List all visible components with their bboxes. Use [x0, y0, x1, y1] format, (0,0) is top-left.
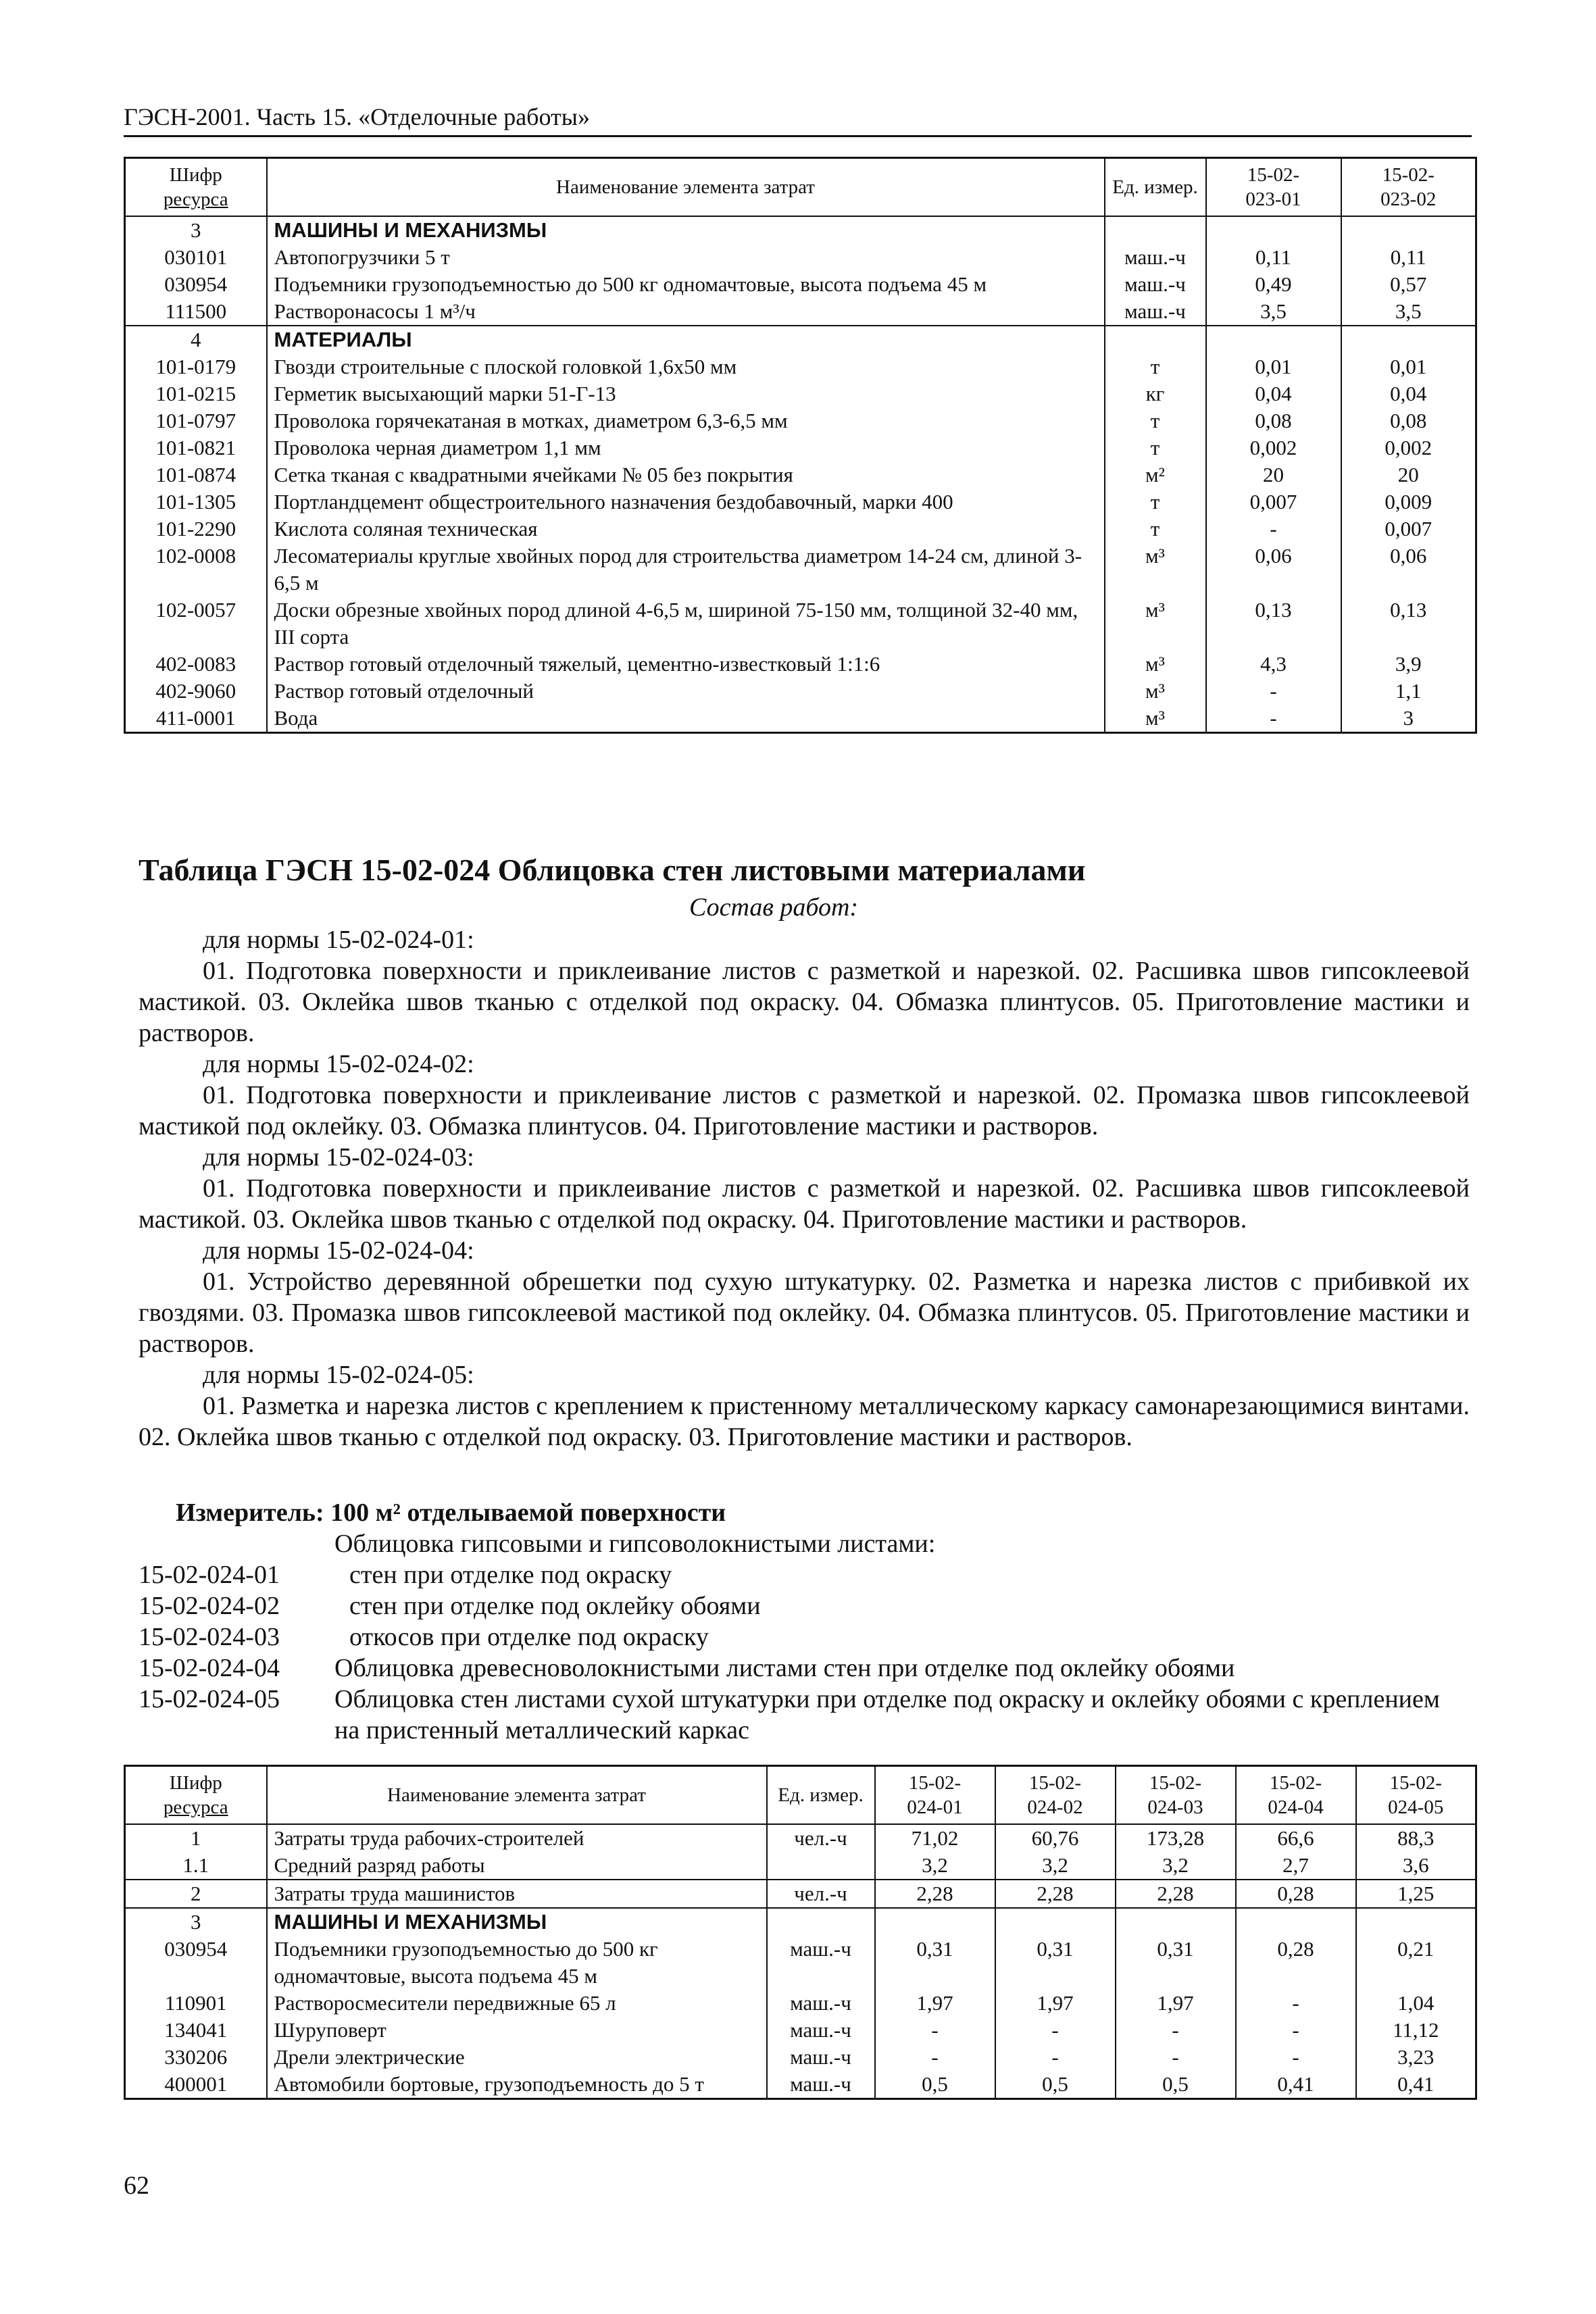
table-row — [125, 543, 1476, 597]
value-col-5: 11,12 — [1356, 2017, 1476, 2044]
header-col-1: 15-02- 024-01 — [875, 1766, 995, 1825]
unit: м³ — [1105, 705, 1206, 733]
value-col-3: - — [1116, 2044, 1236, 2071]
unit — [1105, 326, 1206, 353]
table-row — [125, 380, 1476, 407]
unit: м³ — [1105, 651, 1206, 678]
unit: т — [1105, 353, 1206, 380]
section-title: Таблица ГЭСН 15-02-024 Облицовка стен листовыми материалами — [139, 853, 1086, 887]
resource-code: 101-0179 — [125, 353, 267, 380]
norm-description: стен при отделке под окраску — [349, 1561, 672, 1589]
value-023-01: 0,002 — [1206, 434, 1341, 461]
value-023-01: 0,06 — [1206, 543, 1341, 597]
value-023-02: 1,1 — [1341, 678, 1476, 705]
resource-code: 030954 — [125, 271, 267, 298]
value-023-02: 0,08 — [1341, 407, 1476, 434]
value-col-4: 0,28 — [1236, 1880, 1356, 1908]
table-row — [125, 1852, 1476, 1880]
table-section-row — [125, 1880, 1476, 1908]
resource-code: 330206 — [125, 2044, 267, 2071]
value-col-5: 3,6 — [1356, 1852, 1476, 1880]
header-unit: Ед. измер. — [1105, 158, 1206, 217]
resource-code: 101-0821 — [125, 434, 267, 461]
page-number: 62 — [124, 2171, 149, 2200]
value-col-5: 1,04 — [1356, 1990, 1476, 2017]
unit: маш.-ч — [1105, 298, 1206, 326]
header-name: Наименование элемента затрат — [267, 1766, 767, 1825]
table-row — [125, 461, 1476, 488]
table-row — [125, 515, 1476, 543]
value-023-02: 0,04 — [1341, 380, 1476, 407]
value-col-1: 1,97 — [875, 1990, 995, 2017]
table-row — [125, 705, 1476, 733]
value-023-02: 0,13 — [1341, 597, 1476, 651]
value-023-02 — [1341, 326, 1476, 353]
resource-code: 101-1305 — [125, 488, 267, 515]
unit: маш.-ч — [767, 1936, 875, 1990]
value-023-01: - — [1206, 705, 1341, 733]
element-name: Раствор готовый отделочный тяжелый, цементно-известковый 1:1:6 — [267, 651, 1105, 678]
element-name: МАШИНЫ И МЕХАНИЗМЫ — [267, 216, 1105, 244]
norm-item — [139, 1653, 1470, 1684]
unit: маш.-ч — [1105, 271, 1206, 298]
value-023-01: 3,5 — [1206, 298, 1341, 326]
norm-description: Облицовка стен листами сухой штукатурки при отделке под окраску и оклейку обоями с креплением на пристенный металлический каркас — [334, 1685, 1440, 1744]
value-col-1: 71,02 — [875, 1824, 995, 1852]
value-023-02: 3,5 — [1341, 298, 1476, 326]
value-col-1: 0,5 — [875, 2071, 995, 2099]
resource-code: 3 — [125, 216, 267, 244]
norm-label: для нормы 15-02-024-02: — [203, 1050, 474, 1078]
table-row — [125, 244, 1476, 271]
value-023-01: - — [1206, 678, 1341, 705]
value-023-01: 0,007 — [1206, 488, 1341, 515]
header-code: Шифр ресурса — [125, 158, 267, 217]
element-name: Гвозди строительные с плоской головкой 1,6х50 мм — [267, 353, 1105, 380]
value-col-2: 1,97 — [995, 1990, 1116, 2017]
value-col-4: 0,28 — [1236, 1936, 1356, 1990]
unit: маш.-ч — [767, 2071, 875, 2099]
resource-code: 411-0001 — [125, 705, 267, 733]
header-code: Шифр ресурса — [125, 1766, 267, 1825]
table-row — [125, 271, 1476, 298]
element-name: Растворосмесители передвижные 65 л — [267, 1990, 767, 2017]
header-col-2: 15-02- 024-02 — [995, 1766, 1116, 1825]
value-col-2: 3,2 — [995, 1852, 1116, 1880]
value-col-1: 2,28 — [875, 1880, 995, 1908]
value-col-3: - — [1116, 2017, 1236, 2044]
header-col-4: 15-02- 024-04 — [1236, 1766, 1356, 1825]
header-unit: Ед. измер. — [767, 1766, 875, 1825]
value-col-4: - — [1236, 2017, 1356, 2044]
element-name: Герметик высыхающий марки 51-Г-13 — [267, 380, 1105, 407]
value-col-4 — [1236, 1908, 1356, 1936]
value-col-4: 66,6 — [1236, 1824, 1356, 1852]
unit: м³ — [1105, 597, 1206, 651]
value-col-3: 1,97 — [1116, 1990, 1236, 2017]
value-col-2: - — [995, 2017, 1116, 2044]
table-section-row — [125, 326, 1476, 353]
value-col-2 — [995, 1908, 1116, 1936]
element-name: Автопогрузчики 5 т — [267, 244, 1105, 271]
value-023-01: 0,49 — [1206, 271, 1341, 298]
unit: т — [1105, 407, 1206, 434]
value-023-01: 0,04 — [1206, 380, 1341, 407]
header-col-1: 15-02- 023-01 — [1206, 158, 1341, 217]
value-col-1: 3,2 — [875, 1852, 995, 1880]
value-023-02: 20 — [1341, 461, 1476, 488]
table-section-row — [125, 1908, 1476, 1936]
table-row — [125, 2017, 1476, 2044]
unit: кг — [1105, 380, 1206, 407]
value-col-2: 2,28 — [995, 1880, 1116, 1908]
value-col-4: - — [1236, 1990, 1356, 2017]
resource-code: 111500 — [125, 298, 267, 326]
value-023-01 — [1206, 326, 1341, 353]
table-header-row — [125, 158, 1476, 217]
unit: чел.-ч — [767, 1824, 875, 1852]
work-text: 01. Подготовка поверхности и приклеивание листов с разметкой и нарезкой. 02. Расшивка швов гипсоклеевой мастикой. 03. Оклейка швов тканью с отделкой под окраску. 04. Приготовление мастики и растворов. — [139, 1174, 1470, 1234]
table-section-row — [125, 1824, 1476, 1852]
unit — [1105, 216, 1206, 244]
element-name: Дрели электрические — [267, 2044, 767, 2071]
unit: т — [1105, 434, 1206, 461]
norm-description: Облицовка древесноволокнистыми листами стен при отделке под оклейку обоями — [334, 1654, 1235, 1682]
resource-code: 101-0797 — [125, 407, 267, 434]
resource-code: 3 — [125, 1908, 267, 1936]
value-col-2: - — [995, 2044, 1116, 2071]
value-col-5: 0,41 — [1356, 2071, 1476, 2099]
value-023-02: 3,9 — [1341, 651, 1476, 678]
element-name: Раствор готовый отделочный — [267, 678, 1105, 705]
table-row — [125, 353, 1476, 380]
table-row — [125, 1936, 1476, 1990]
element-name: Кислота соляная техническая — [267, 515, 1105, 543]
norm-item — [139, 1590, 1470, 1621]
value-col-1: 0,31 — [875, 1936, 995, 1990]
resource-code: 102-0008 — [125, 543, 267, 597]
value-col-5: 0,21 — [1356, 1936, 1476, 1990]
table-row — [125, 434, 1476, 461]
unit: маш.-ч — [767, 1990, 875, 2017]
value-023-02: 0,002 — [1341, 434, 1476, 461]
value-023-02: 0,57 — [1341, 271, 1476, 298]
value-023-01: 20 — [1206, 461, 1341, 488]
work-text: 01. Разметка и нарезка листов с креплением к пристенному металлическому каркасу самонарезающимися винтами. 02. Оклейка швов тканью с отделкой под окраску. 03. Приготовление мастики и растворов. — [139, 1392, 1470, 1451]
value-col-5: 3,23 — [1356, 2044, 1476, 2071]
value-col-2: 0,5 — [995, 2071, 1116, 2099]
value-col-3: 173,28 — [1116, 1824, 1236, 1852]
element-name: МАШИНЫ И МЕХАНИЗМЫ — [267, 1908, 767, 1936]
element-name: Лесоматериалы круглые хвойных пород для строительства диаметром 14-24 см, длиной 3-6,5 м — [267, 543, 1105, 597]
norm-label: для нормы 15-02-024-01: — [203, 926, 474, 954]
work-text: 01. Подготовка поверхности и приклеивание листов с разметкой и нарезкой. 02. Промазка швов гипсоклеевой мастикой под оклейку. 03. Обмазка плинтусов. 04. Приготовление мастики и растворов. — [139, 1081, 1470, 1140]
element-name: Шуруповерт — [267, 2017, 767, 2044]
value-col-4: 0,41 — [1236, 2071, 1356, 2099]
resource-table-023 — [124, 157, 1477, 734]
value-col-5: 88,3 — [1356, 1824, 1476, 1852]
element-name: Портландцемент общестроительного назначения бездобавочный, марки 400 — [267, 488, 1105, 515]
table-row — [125, 2071, 1476, 2099]
resource-code: 101-2290 — [125, 515, 267, 543]
table-section-row — [125, 216, 1476, 244]
value-col-3: 0,31 — [1116, 1936, 1236, 1990]
table-row — [125, 1990, 1476, 2017]
resource-code: 030101 — [125, 244, 267, 271]
table-row — [125, 298, 1476, 326]
unit: м³ — [1105, 543, 1206, 597]
header-col-5: 15-02- 024-05 — [1356, 1766, 1476, 1825]
unit: маш.-ч — [767, 2017, 875, 2044]
unit: маш.-ч — [1105, 244, 1206, 271]
table-body — [125, 1824, 1476, 2099]
value-023-01 — [1206, 216, 1341, 244]
norm-item — [139, 1559, 1470, 1590]
norm-label: для нормы 15-02-024-05: — [203, 1361, 474, 1389]
value-023-02: 0,01 — [1341, 353, 1476, 380]
resource-code: 110901 — [125, 1990, 267, 2017]
value-col-3 — [1116, 1908, 1236, 1936]
value-col-4: 2,7 — [1236, 1852, 1356, 1880]
meter-line: Измеритель: 100 м² отделываемой поверхности — [176, 1499, 726, 1527]
header-col-3: 15-02- 024-03 — [1116, 1766, 1236, 1825]
element-name: Затраты труда машинистов — [267, 1880, 767, 1908]
resource-code: 1 — [125, 1824, 267, 1852]
value-col-2: 60,76 — [995, 1824, 1116, 1852]
element-name: Автомобили бортовые, грузоподъемность до 5 т — [267, 2071, 767, 2099]
element-name: Подъемники грузоподъемностью до 500 кг одномачтовые, высота подъема 45 м — [267, 271, 1105, 298]
value-023-01: 0,01 — [1206, 353, 1341, 380]
value-023-01: 4,3 — [1206, 651, 1341, 678]
norm-code: 15-02-024-01 — [139, 1561, 280, 1589]
value-023-02: 0,007 — [1341, 515, 1476, 543]
norm-item — [139, 1684, 1470, 1746]
value-col-1: - — [875, 2044, 995, 2071]
table-row — [125, 651, 1476, 678]
norms-intro: Облицовка гипсовыми и гипсоволокнистыми листами: — [334, 1530, 936, 1558]
element-name: Проволока горячекатаная в мотках, диаметром 6,3-6,5 мм — [267, 407, 1105, 434]
element-name: Вода — [267, 705, 1105, 733]
value-023-01: - — [1206, 515, 1341, 543]
value-col-3: 2,28 — [1116, 1880, 1236, 1908]
value-col-1: - — [875, 2017, 995, 2044]
norms-list — [139, 1559, 1470, 1746]
resource-code: 102-0057 — [125, 597, 267, 651]
element-name: Проволока черная диаметром 1,1 мм — [267, 434, 1105, 461]
value-col-4: - — [1236, 2044, 1356, 2071]
norm-code: 15-02-024-04 — [139, 1654, 280, 1682]
unit: т — [1105, 515, 1206, 543]
value-023-01: 0,08 — [1206, 407, 1341, 434]
table-body — [125, 216, 1476, 733]
resource-code: 134041 — [125, 2017, 267, 2044]
element-name: Подъемники грузоподъемностью до 500 кг одномачтовые, высота подъема 45 м — [267, 1936, 767, 1990]
unit — [767, 1852, 875, 1880]
value-023-02: 0,11 — [1341, 244, 1476, 271]
table-row — [125, 597, 1476, 651]
unit: маш.-ч — [767, 2044, 875, 2071]
norm-description: стен при отделке под оклейку обоями — [349, 1592, 761, 1620]
norm-label: для нормы 15-02-024-03: — [203, 1143, 474, 1172]
unit — [767, 1908, 875, 1936]
header-name: Наименование элемента затрат — [267, 158, 1105, 217]
resource-code: 1.1 — [125, 1852, 267, 1880]
norm-code: 15-02-024-03 — [139, 1623, 280, 1651]
work-text: 01. Подготовка поверхности и приклеивание листов с разметкой и нарезкой. 02. Расшивка швов гипсоклеевой мастикой. 03. Оклейка швов тканью с отделкой под окраску. 04. Обмазка плинтусов. 05. Приготовление мастики и растворов. — [139, 957, 1470, 1047]
value-col-2: 0,31 — [995, 1936, 1116, 1990]
value-col-3: 0,5 — [1116, 2071, 1236, 2099]
resource-code: 402-0083 — [125, 651, 267, 678]
norm-description: откосов при отделке под окраску — [349, 1623, 709, 1651]
resource-code: 101-0215 — [125, 380, 267, 407]
value-023-01: 0,11 — [1206, 244, 1341, 271]
value-023-02: 3 — [1341, 705, 1476, 733]
resource-code: 101-0874 — [125, 461, 267, 488]
table-row — [125, 407, 1476, 434]
unit: м² — [1105, 461, 1206, 488]
value-023-02: 0,009 — [1341, 488, 1476, 515]
value-col-5: 1,25 — [1356, 1880, 1476, 1908]
resource-code: 400001 — [125, 2071, 267, 2099]
element-name: Средний разряд работы — [267, 1852, 767, 1880]
norm-code: 15-02-024-05 — [139, 1685, 280, 1713]
resource-code: 4 — [125, 326, 267, 353]
value-col-1 — [875, 1908, 995, 1936]
header-col-2: 15-02- 023-02 — [1341, 158, 1476, 217]
value-023-02: 0,06 — [1341, 543, 1476, 597]
value-023-02 — [1341, 216, 1476, 244]
table-row — [125, 678, 1476, 705]
section-subtitle: Состав работ: — [689, 893, 859, 922]
unit: м³ — [1105, 678, 1206, 705]
element-name: Доски обрезные хвойных пород длиной 4-6,5 м, шириной 75-150 мм, толщиной 32-40 мм, III сорта — [267, 597, 1105, 651]
work-text: 01. Устройство деревянной обрешетки под сухую штукатурку. 02. Разметка и нарезка листов с прибивкой их гвоздями. 03. Промазка швов гипсоклеевой мастикой под оклейку. 04. Обмазка плинтусов. 05. Приготовление мастики и растворов. — [139, 1267, 1470, 1358]
resource-code: 030954 — [125, 1936, 267, 1990]
value-023-01: 0,13 — [1206, 597, 1341, 651]
work-composition — [139, 924, 1470, 1453]
table-row — [125, 488, 1476, 515]
norm-item — [139, 1621, 1470, 1653]
table-header-row — [125, 1766, 1476, 1825]
value-col-5 — [1356, 1908, 1476, 1936]
running-title: ГЭСН-2001. Часть 15. «Отделочные работы» — [124, 100, 1472, 137]
element-name: МАТЕРИАЛЫ — [267, 326, 1105, 353]
element-name: Сетка тканая с квадратными ячейками № 05 без покрытия — [267, 461, 1105, 488]
norm-code: 15-02-024-02 — [139, 1592, 280, 1620]
resource-code: 402-9060 — [125, 678, 267, 705]
table-row — [125, 2044, 1476, 2071]
resource-code: 2 — [125, 1880, 267, 1908]
element-name: Растворонасосы 1 м³/ч — [267, 298, 1105, 326]
unit: т — [1105, 488, 1206, 515]
value-col-3: 3,2 — [1116, 1852, 1236, 1880]
norm-label: для нормы 15-02-024-04: — [203, 1236, 474, 1265]
unit: чел.-ч — [767, 1880, 875, 1908]
resource-table-024 — [124, 1765, 1477, 2100]
element-name: Затраты труда рабочих-строителей — [267, 1824, 767, 1852]
